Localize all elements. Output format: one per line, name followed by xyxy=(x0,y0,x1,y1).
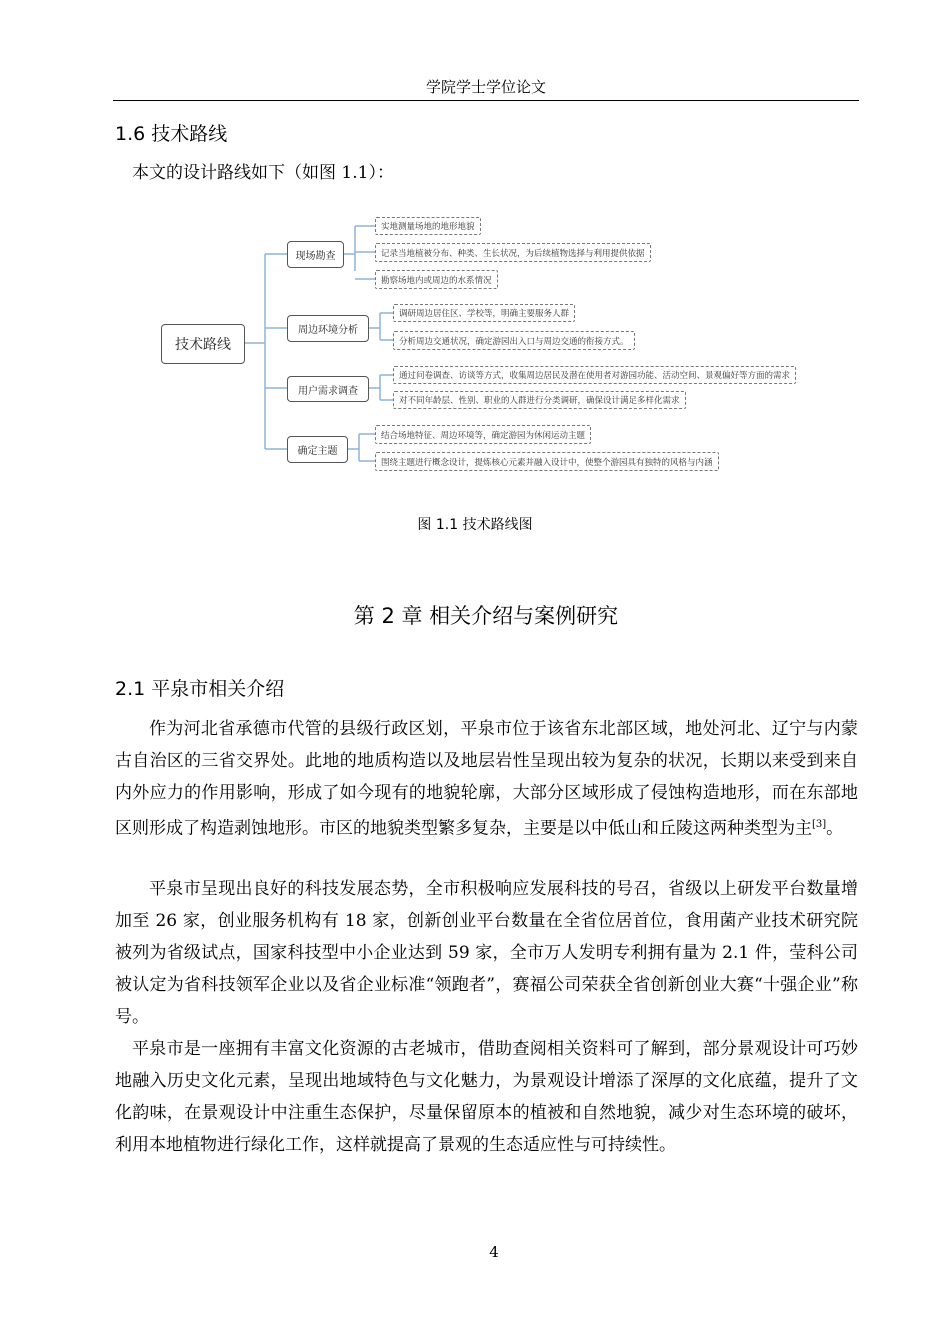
diagram-leaf: 通过问卷调查、访谈等方式，收集周边居民及潜在使用者对游园功能、活动空间、景观偏好等方面的需求 xyxy=(393,366,796,384)
diagram-leaf: 记录当地植被分布、种类、生长状况，为后续植物选择与利用提供依据 xyxy=(375,243,651,262)
section-heading-2-1: 2.1 平泉市相关介绍 xyxy=(115,678,285,700)
chapter-title: 第 2 章 相关介绍与案例研究 xyxy=(353,604,619,628)
paragraph-1 xyxy=(115,713,858,845)
diagram-leaf: 对不同年龄层、性别、职业的人群进行分类调研，确保设计满足多样化需求 xyxy=(393,391,686,409)
paragraph-2: 平泉市呈现出良好的科技发展态势，全市积极响应发展科技的号召，省级以上研发平台数量增加至 26 家，创业服务机构有 18 家，创新创业平台数量在全省位居首位，食用菌产业技术研究院被列为省级试点，国家科技型中小企业达到 59 家，全市万人发明专利拥有量为 2.1 件，莹科公司被认定为省科技领军企业以及省企业标准“领跑者”，赛福公司荣获全省创新创业大赛“十强企业”称号。 xyxy=(115,879,858,1027)
figure-caption: 图 1.1 技术路线图 xyxy=(417,517,533,533)
diagram-leaf: 实地测量场地的地形地貌 xyxy=(375,217,481,235)
paragraph-text: 作为河北省承德市代管的县级行政区划，平泉市位于该省东北部区域，地处河北、辽宁与内蒙古自治区的三省交界处。此地的地质构造以及地层岩性呈现出较为复杂的状况，长期以来受到来自内外应力的作用影响，形成了如今现有的地貌轮廓，大部分区域形成了侵蚀构造地形，而在东部地区则形成了构造剥蚀地形。市区的地貌类型繁多复杂，主要是以中低山和丘陵这两种类型为主 xyxy=(115,719,858,839)
diagram-root: 技术路线 xyxy=(161,324,245,364)
diagram-leaf: 调研周边居住区、学校等，明确主要服务人群 xyxy=(393,304,575,322)
diagram-branch: 用户需求调查 xyxy=(287,376,369,402)
diagram-branch: 确定主题 xyxy=(287,436,348,463)
diagram-leaf: 勘察场地内或周边的水系情况 xyxy=(375,270,498,289)
diagram-branch: 周边环境分析 xyxy=(287,315,369,342)
paragraph-end: 。 xyxy=(826,818,844,839)
diagram-leaf: 围绕主题进行概念设计，提炼核心元素并融入设计中，使整个游园具有独特的风格与内涵 xyxy=(375,452,719,471)
diagram-branch: 现场勘查 xyxy=(287,241,344,268)
citation: [3] xyxy=(812,819,827,830)
section-heading-1-6: 1.6 技术路线 xyxy=(115,123,228,145)
diagram-leaf: 分析周边交通状况，确定游园出入口与周边交通的衔接方式。 xyxy=(393,331,635,350)
page-header: 学院学士学位论文 xyxy=(425,78,546,96)
page-number: 4 xyxy=(489,1243,499,1261)
paragraph-3: 平泉市是一座拥有丰富文化资源的古老城市，借助查阅相关资料可了解到，部分景观设计可巧妙地融入历史文化元素，呈现出地域特色与文化魅力，为景观设计增添了深厚的文化底蕴，提升了文化韵味，在景观设计中注重生态保护，尽量保留原本的植被和自然地貌，减少对生态环境的破坏，利用本地植物进行绿化工作，这样就提高了景观的生态适应性与可持续性。 xyxy=(115,1039,858,1155)
diagram-leaf: 结合场地特征、周边环境等，确定游园为休闲运动主题 xyxy=(375,425,591,444)
section-intro: 本文的设计路线如下（如图 1.1）： xyxy=(132,163,394,183)
